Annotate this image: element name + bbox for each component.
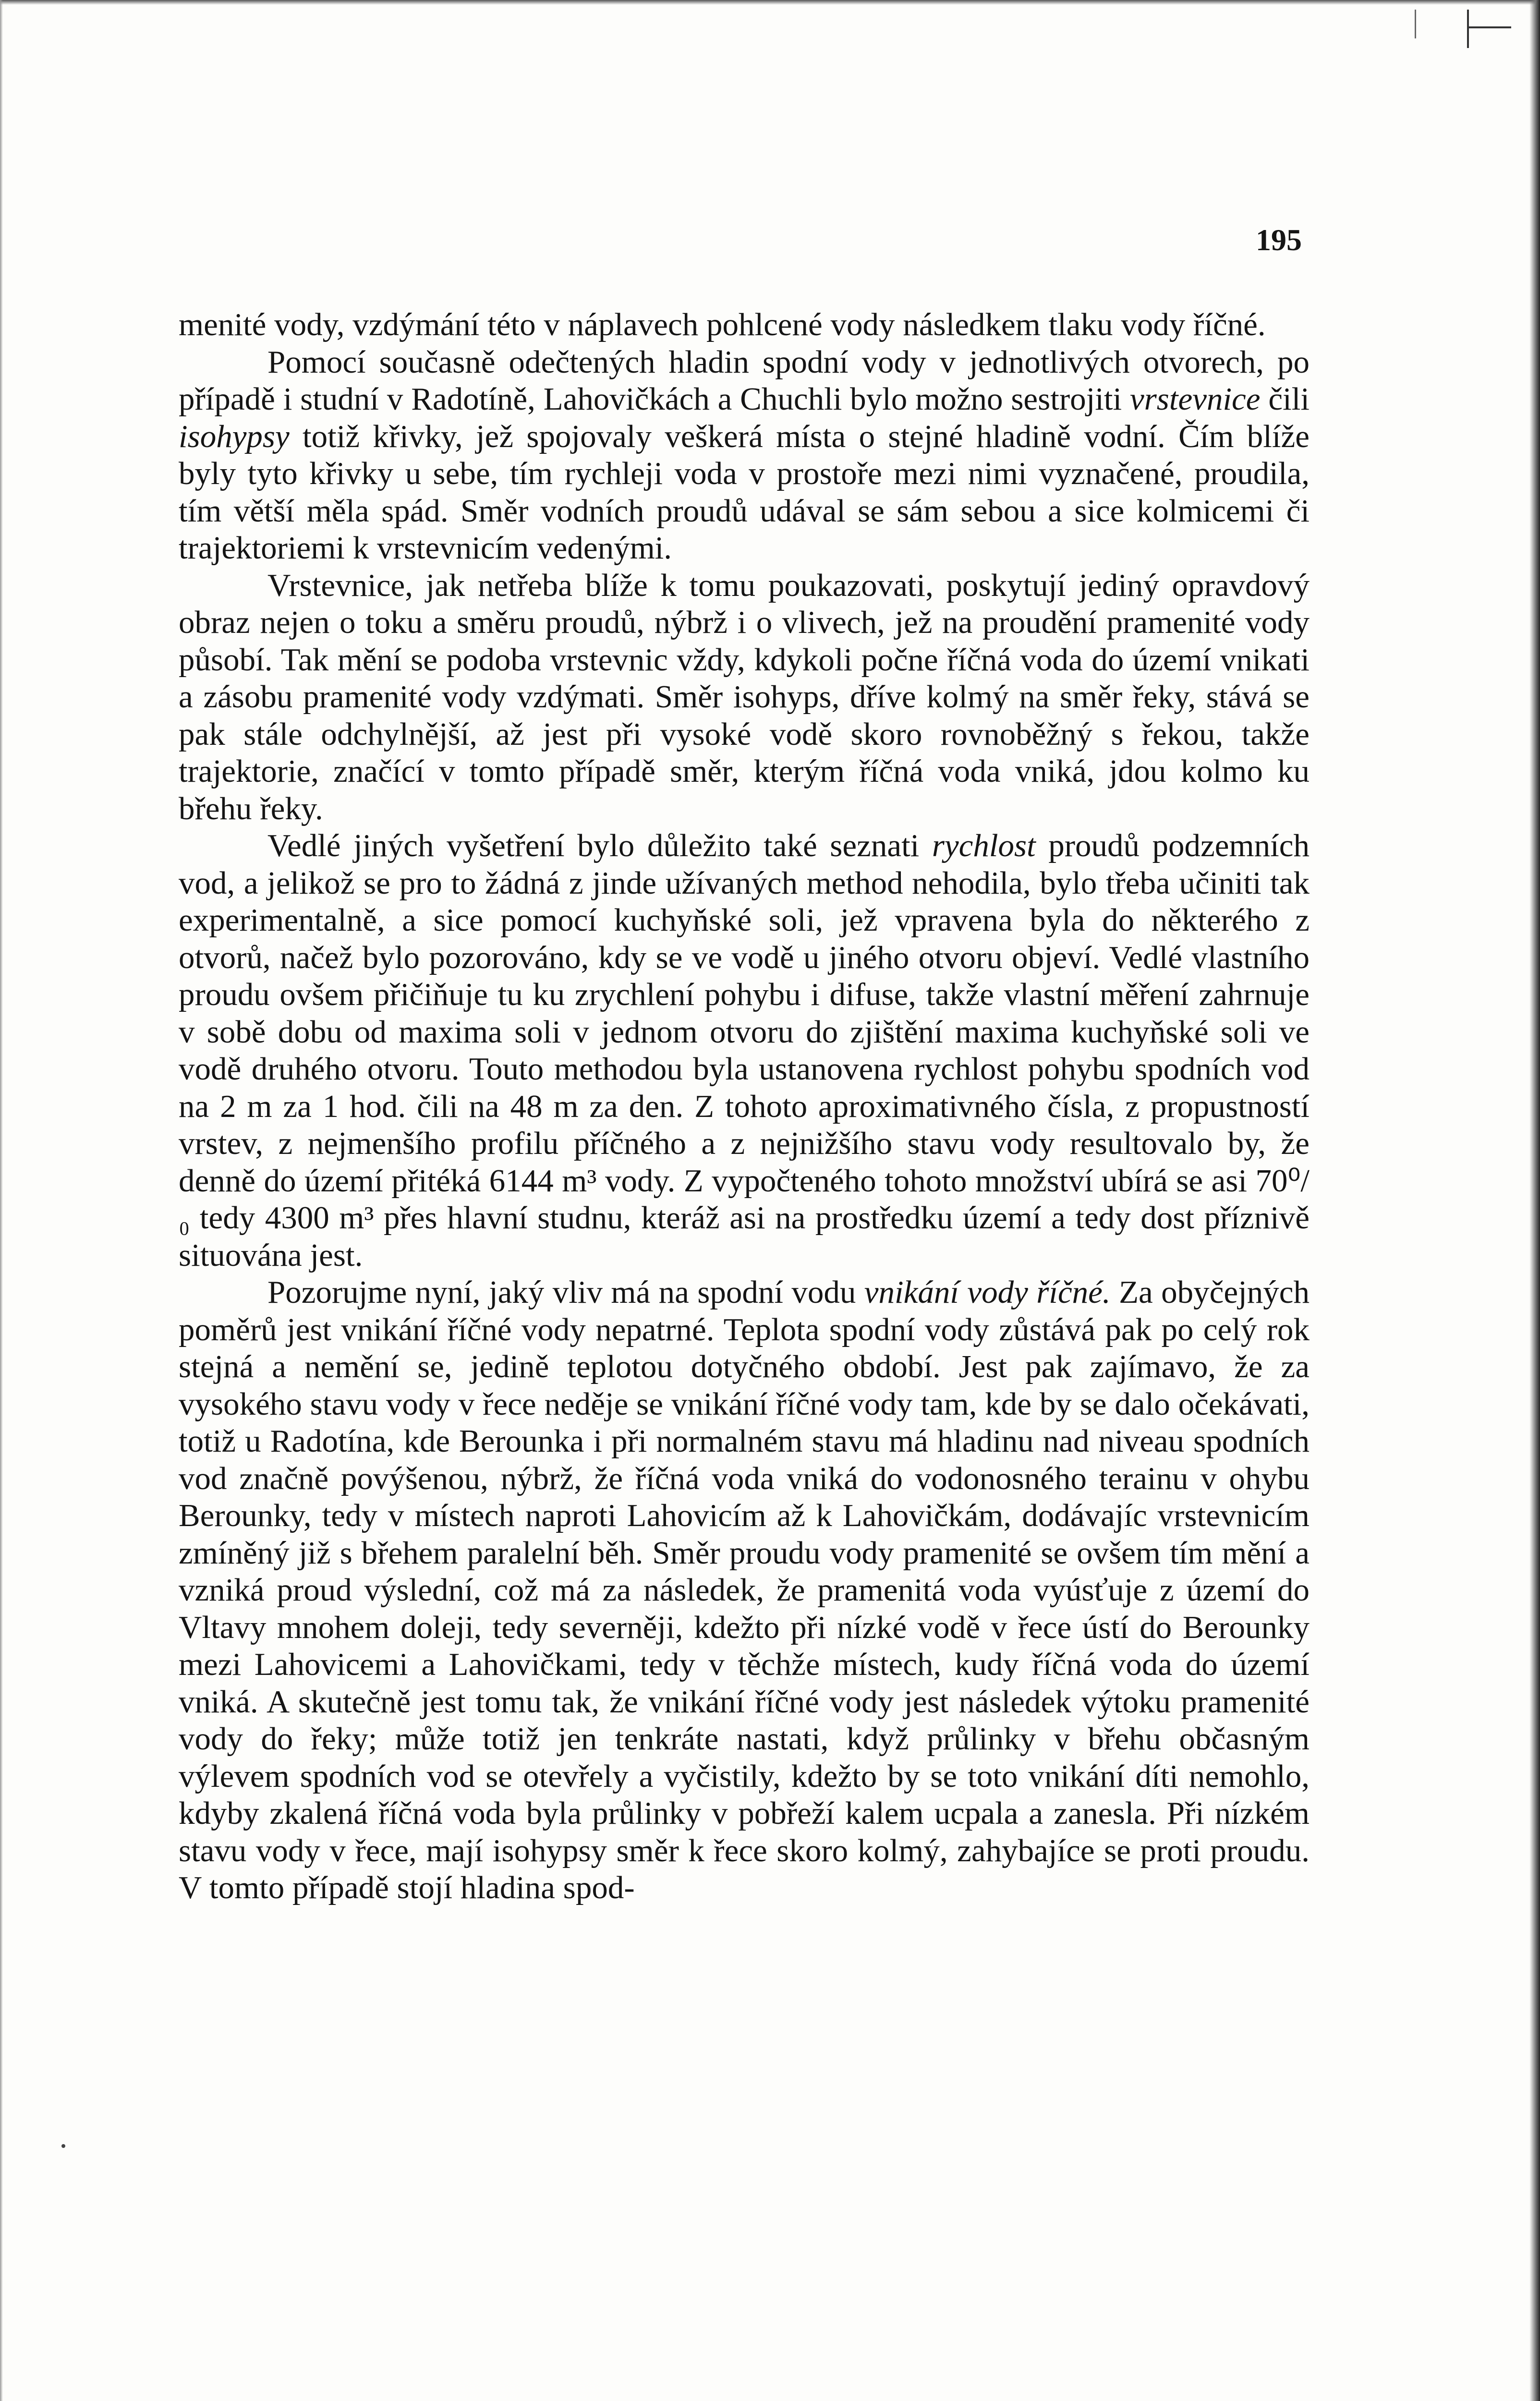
paragraph	[179, 1274, 1310, 1907]
italic-term: rychlost	[932, 828, 1036, 863]
paragraph	[179, 567, 1310, 828]
scan-speck	[61, 2144, 65, 2148]
scan-edge-top	[0, 0, 1540, 5]
text-run: čili	[1260, 381, 1310, 417]
scan-edge-right	[1529, 0, 1540, 2401]
text-run: proudů podzemních vod, a jelikož se pro to žádná z jinde užívaných method nehodila, bylo třeba učiniti tak experimentalně, a sice pomocí kuchyňské soli, jež vpravena byla do některého z otvorů, načež bylo pozorováno, kdy se ve vodě u jiného otvoru objeví. Vedlé vlastního proudu ovšem přičiňuje tu ku zrychlení pohybu i difuse, takže vlastní měření zahrnuje v sobě dobu od maxima soli v jednom otvoru do zjištění maxima kuchyňské soli ve vodě druhého otvoru. Touto methodou byla ustanovena rychlost pohybu spodních vod na 2 m za 1 hod. čili na 48 m za den. Z tohoto aproximativného čísla, z propustností vrstev, z nejmenšího profilu příčného a z nejnižšího stavu vody resultovalo by, že denně do území přitéká 6144 m³ vody. Z vypočteného tohoto množství ubírá se asi 70⁰/₀ tedy 4300 m³ přes hlavní studnu, kteráž asi na prostředku území a tedy dost příznivě situována jest.	[179, 828, 1310, 1273]
text-run: totiž křivky, jež spojovaly veškerá místa o stejné hladině vodní. Čím blíže byly tyto křivky u sebe, tím rychleji voda v prostoře mezi nimi vyznačené, proudila, tím větší měla spád. Směr vodních proudů udával se sám sebou a sice kolmicemi či trajektoriemi k vrstevnicím vedenými.	[179, 418, 1310, 566]
scan-artifact	[1467, 10, 1469, 48]
page-number: 195	[1256, 223, 1302, 257]
text-run: menité vody, vzdýmání této v náplavech pohlcené vody následkem tlaku vody říčné.	[179, 307, 1266, 342]
text-run: Vrstevnice, jak netřeba blíže k tomu poukazovati, poskytují jediný opravdový obraz nejen o toku a směru proudů, nýbrž i o vlivech, jež na proudění pramenité vody působí. Tak mění se podoba vrstevnic vždy, kdykoli počne říčná voda do území vnikati a zásobu pramenité vody vzdýmati. Směr isohyps, dříve kolmý na směr řeky, stává se pak stále odchylnější, až jest při vysoké vodě skoro rovnoběžný s řekou, takže trajektorie, značící v tomto případě směr, kterým říčná voda vniká, jdou kolmo ku břehu řeky.	[179, 567, 1310, 826]
scan-artifact	[1468, 26, 1511, 28]
paragraph	[179, 344, 1310, 567]
italic-term: isohypsy	[179, 418, 290, 454]
scan-edge-left	[0, 0, 3, 2401]
text-run: Pomocí současně odečtených hladin spodní vody v jednotlivých otvorech, po případě i studní v Radotíně, Lahovičkách a Chuchli bylo možno sestrojiti	[179, 344, 1310, 417]
text-run: Pozorujme nyní, jaký vliv má na spodní vodu	[267, 1274, 864, 1310]
paragraph	[179, 827, 1310, 1274]
scan-artifact	[1415, 10, 1416, 38]
body-text	[179, 306, 1310, 1907]
italic-term: vnikání vody říčné.	[864, 1274, 1111, 1310]
paragraph	[179, 306, 1310, 344]
text-run: Vedlé jiných vyšetření bylo důležito také seznati	[267, 828, 932, 863]
italic-term: vrstevnice	[1129, 381, 1261, 417]
text-run: Za obyčejných poměrů jest vnikání říčné vody nepatrné. Teplota spodní vody zůstává pak po celý rok stejná a nemění se, jedině teplotou dotyčného období. Jest pak zajímavo, že za vysokého stavu vody v řece neděje se vnikání říčné vody tam, kde by se dalo očekávati, totiž u Radotína, kde Berounka i při normalném stavu má hladinu nad niveau spodních vod značně povýšenou, nýbrž, že říčná voda vniká do vodonosného terainu v ohybu Berounky, tedy v místech naproti Lahovicím až k Lahovičkám, dodávajíc vrstevnicím zmíněný již s břehem paralelní běh. Směr proudu vody pramenité se ovšem tím mění a vzniká proud výslední, což má za následek, že pramenitá voda vyúsťuje z území do Vltavy mnohem doleji, tedy severněji, kdežto při nízké vodě v řece ústí do Berounky mezi Lahovicemi a Lahovičkami, tedy v těchže místech, kudy říčná voda do území vniká. A skutečně jest tomu tak, že vnikání říčné vody jest následek výtoku pramenité vody do řeky; může totiž jen tenkráte nastati, když průlinky v břehu občasným výlevem spodních vod se otevřely a vyčistily, kdežto by se toto vnikání díti nemohlo, kdyby zkalená říčná voda byla průlinky v pobřeží kalem ucpala a zanesla. Při nízkém stavu vody v řece, mají isohypsy směr k řece skoro kolmý, zahybajíce se proti proudu. V tomto případě stojí hladina spod-	[179, 1274, 1310, 1905]
